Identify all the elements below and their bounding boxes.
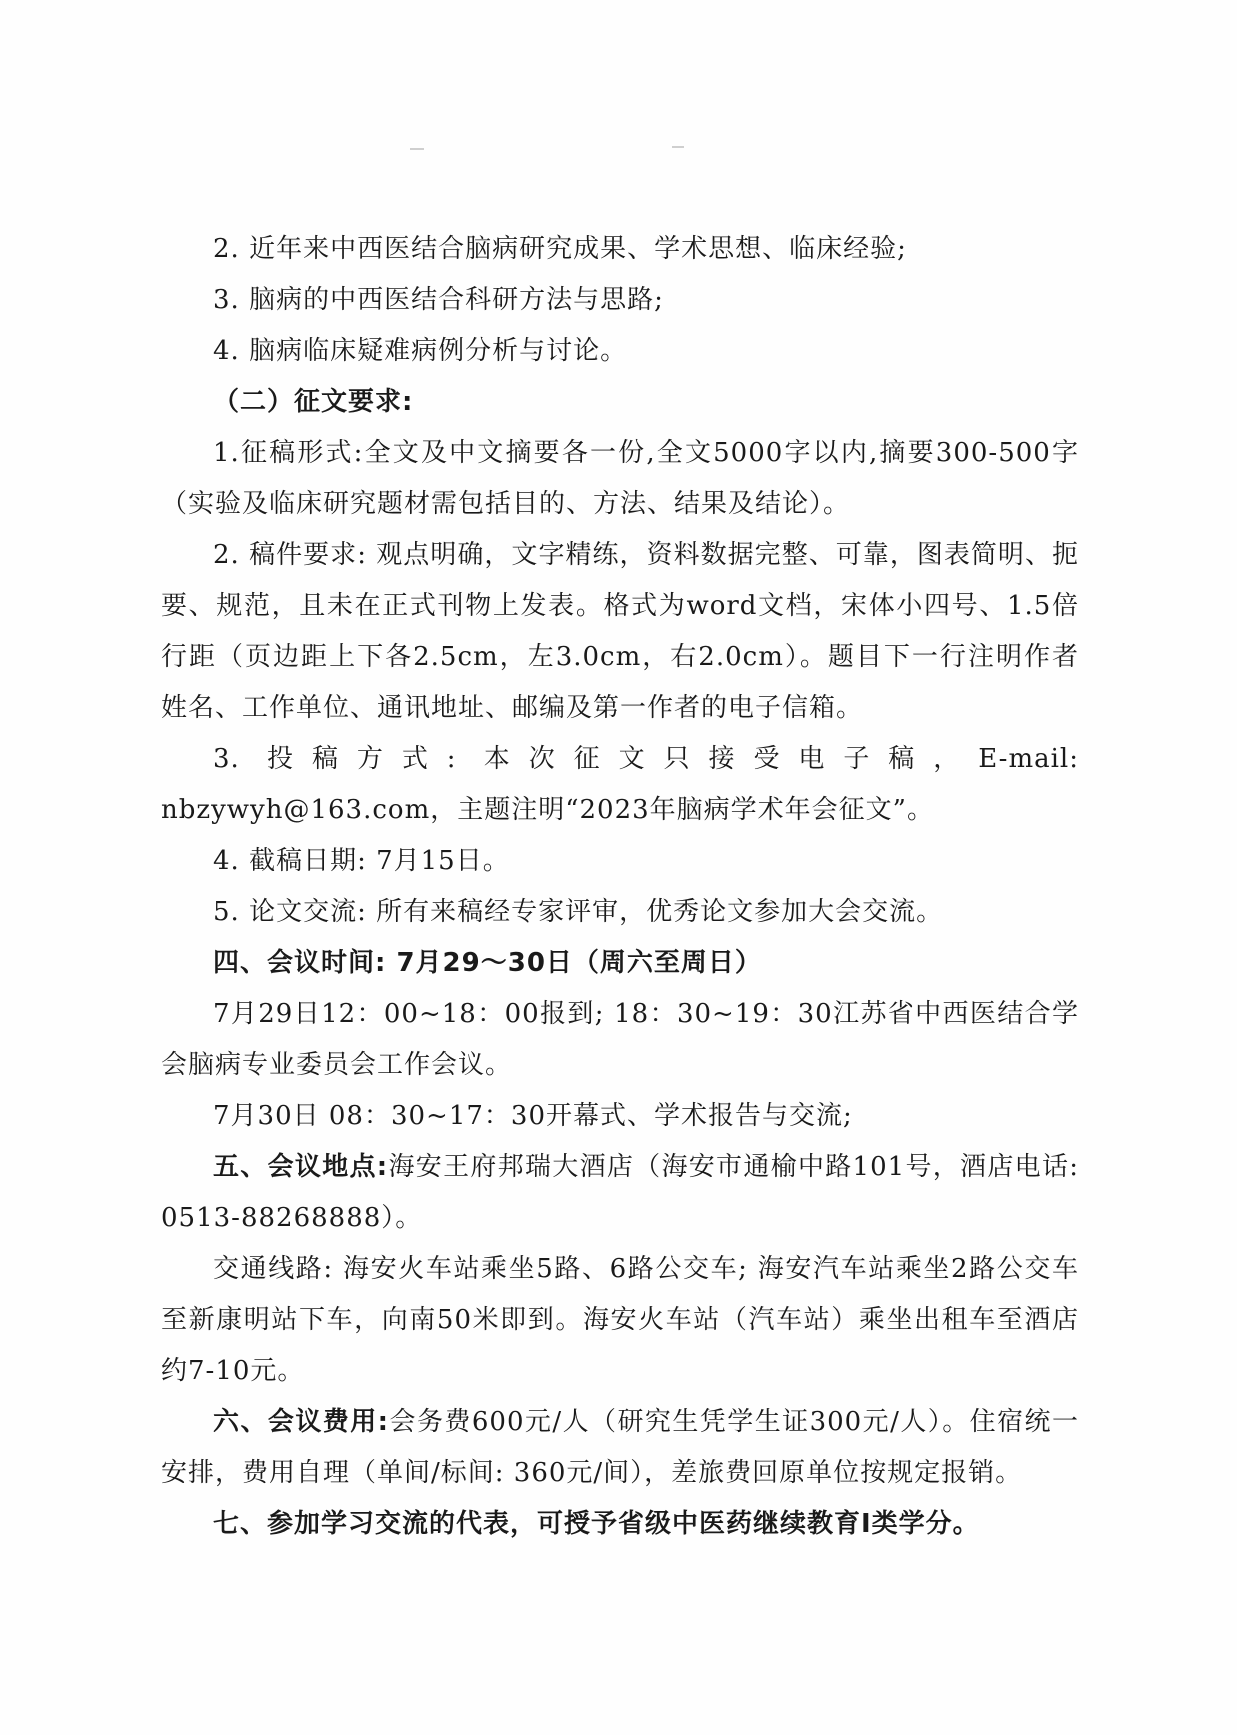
requirement-2: 2. 稿件要求: 观点明确，文字精练，资料数据完整、可靠，图表简明、扼要、规范，且未在正式刊物上发表。格式为word文档，宋体小四号、1.5倍行距（页边距上下各2.5cm，左3.0cm，右2.0cm）。题目下一行注明作者姓名、工作单位、通讯地址、邮编及第一作者的电子信箱。 xyxy=(161,540,1079,723)
requirement-5: 5. 论文交流: 所有来稿经专家评审，优秀论文参加大会交流。 xyxy=(213,897,944,927)
requirement-1: 1.征稿形式:全文及中文摘要各一份,全文5000字以内,摘要300-500字（实验及临床研究题材需包括目的、方法、结果及结论）。 xyxy=(161,438,1079,519)
section-heading-meeting-time: 四、会议时间: 7月29～30日（周六至周日） xyxy=(213,948,762,978)
meeting-time-day2: 7月30日 08：30~17：30开幕式、学术报告与交流; xyxy=(213,1101,853,1131)
section-heading-requirements: （二）征文要求: xyxy=(213,387,414,417)
requirement-3: 3. 投稿方式: 本次征文只接受电子稿，E-mail: nbzywyh@163.com，主题注明“2023年脑病学术年会征文”。 xyxy=(161,744,1079,825)
list-item-2: 2. 近年来中西医结合脑病研究成果、学术思想、临床经验; xyxy=(213,234,907,264)
scan-speck xyxy=(410,148,424,150)
transport-route: 交通线路: 海安火车站乘坐5路、6路公交车; 海安汽车站乘坐2路公交车至新康明站下车，向南50米即到。海安火车站（汽车站）乘坐出租车至酒店约7-10元。 xyxy=(161,1254,1079,1386)
document-body xyxy=(161,224,1079,1550)
section-heading-location: 五、会议地点: xyxy=(213,1152,389,1182)
list-item-4: 4. 脑病临床疑难病例分析与讨论。 xyxy=(213,336,628,366)
meeting-time-day1: 7月29日12：00~18：00报到; 18：30~19：30江苏省中西医结合学会脑病专业委员会工作会议。 xyxy=(161,999,1079,1080)
section-heading-fees: 六、会议费用: xyxy=(213,1407,390,1437)
fees-text: 会务费600元/人（研究生凭学生证300元/人）。住宿统一安排，费用自理（单间/标间: 360元/间），差旅费回原单位按规定报销。 xyxy=(161,1407,1079,1488)
scan-speck xyxy=(672,146,684,148)
section-credits: 七、参加学习交流的代表，可授予省级中医药继续教育Ⅰ类学分。 xyxy=(213,1509,980,1539)
meeting-fees xyxy=(161,1397,1079,1499)
requirement-4: 4. 截稿日期: 7月15日。 xyxy=(213,846,510,876)
list-item-3: 3. 脑病的中西医结合科研方法与思路; xyxy=(213,285,664,315)
meeting-location xyxy=(161,1142,1079,1244)
location-text: 海安王府邦瑞大酒店（海安市通榆中路101号，酒店电话: 0513-88268888）。 xyxy=(161,1152,1079,1233)
